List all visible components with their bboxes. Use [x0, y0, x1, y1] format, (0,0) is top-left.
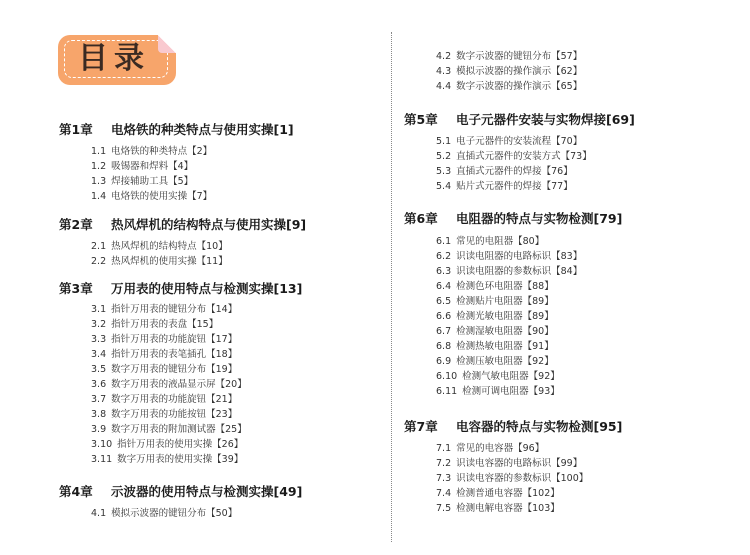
chapter-number: 第4章: [59, 484, 93, 499]
chapter-number: 第6章: [404, 211, 438, 226]
entry-title: 数字万用表的附加测试器【25】: [111, 424, 247, 435]
entry-number: 1.4: [91, 191, 107, 202]
entry-title: 检测电解电容器【103】: [456, 503, 560, 514]
entry-number: 4.1: [91, 508, 107, 519]
entry-number: 6.6: [436, 311, 452, 322]
toc-entry[interactable]: [91, 241, 228, 253]
entry-number: 5.2: [436, 151, 452, 162]
entry-title: 检测气敏电阻器【92】: [462, 371, 560, 382]
chapter-title: 热风焊机的结构特点与使用实操[9]: [111, 217, 307, 232]
entry-number: 6.11: [436, 386, 458, 397]
entry-number: 6.1: [436, 236, 452, 247]
toc-entry[interactable]: [91, 176, 193, 188]
chapter-title: 电容器的特点与实物检测[95]: [456, 419, 623, 434]
chapter-1-heading[interactable]: [59, 120, 294, 138]
entry-number: 3.6: [91, 379, 107, 390]
entry-title: 检测色环电阻器【88】: [456, 281, 554, 292]
entry-title: 数字万用表的功能旋钮【21】: [111, 394, 238, 405]
entry-number: 6.10: [436, 371, 458, 382]
entry-title: 识读电容器的电路标识【99】: [456, 458, 583, 469]
entry-title: 检测湿敏电阻器【90】: [456, 326, 554, 337]
entry-title: 数字万用表的液晶显示屏【20】: [111, 379, 247, 390]
toc-entry[interactable]: [436, 443, 544, 455]
toc-entry[interactable]: [436, 296, 554, 308]
toc-entry[interactable]: [436, 473, 588, 485]
toc-entry[interactable]: [436, 66, 582, 78]
chapter-title: 电烙铁的种类特点与使用实操[1]: [111, 122, 294, 137]
toc-entry[interactable]: [91, 334, 237, 346]
entry-title: 指针万用表的使用实操【26】: [117, 439, 244, 450]
entry-title: 模拟示波器的操作演示【62】: [456, 66, 583, 77]
entry-title: 电烙铁的种类特点【2】: [111, 146, 213, 157]
entry-number: 6.8: [436, 341, 452, 352]
chapter-title: 万用表的使用特点与检测实操[13]: [111, 281, 303, 296]
chapter-7-heading[interactable]: [404, 417, 622, 435]
entry-number: 3.7: [91, 394, 107, 405]
entry-number: 5.1: [436, 136, 452, 147]
entry-number: 7.4: [436, 488, 452, 499]
entry-number: 3.10: [91, 439, 113, 450]
entry-title: 常见的电阻器【80】: [456, 236, 545, 247]
entry-title: 电烙铁的使用实操【7】: [111, 191, 213, 202]
entry-title: 指针万用表的表盘【15】: [111, 319, 219, 330]
entry-number: 2.1: [91, 241, 107, 252]
chapter-number: 第5章: [404, 112, 438, 127]
entry-number: 6.2: [436, 251, 452, 262]
entry-title: 检测光敏电阻器【89】: [456, 311, 554, 322]
toc-entry[interactable]: [91, 161, 193, 173]
toc-entry[interactable]: [436, 386, 560, 398]
entry-title: 模拟示波器的键钮分布【50】: [111, 508, 238, 519]
toc-entry[interactable]: [436, 236, 544, 248]
entry-number: 3.5: [91, 364, 107, 375]
toc-entry[interactable]: [436, 458, 582, 470]
entry-title: 识读电阻器的参数标识【84】: [456, 266, 583, 277]
toc-entry[interactable]: [91, 191, 212, 203]
entry-title: 检测贴片电阻器【89】: [456, 296, 554, 307]
entry-title: 电子元器件的安装流程【70】: [456, 136, 583, 147]
entry-title: 识读电阻器的电路标识【83】: [456, 251, 583, 262]
toc-entry[interactable]: [436, 371, 560, 383]
entry-title: 数字万用表的功能按钮【23】: [111, 409, 238, 420]
toc-entry[interactable]: [91, 364, 237, 376]
entry-number: 7.1: [436, 443, 452, 454]
toc-entry[interactable]: [436, 81, 582, 93]
toc-entry[interactable]: [91, 409, 237, 421]
entry-title: 检测热敏电阻器【91】: [456, 341, 554, 352]
entry-title: 吸锡器和焊料【4】: [111, 161, 194, 172]
entry-title: 指针万用表的键钮分布【14】: [111, 304, 238, 315]
entry-title: 指针万用表的功能旋钮【17】: [111, 334, 238, 345]
chapter-3-heading[interactable]: [59, 279, 302, 297]
entry-title: 数字示波器的键钮分布【57】: [456, 51, 583, 62]
entry-number: 4.4: [436, 81, 452, 92]
entry-title: 直插式元器件的焊接【76】: [456, 166, 573, 177]
entry-title: 热风焊机的使用实操【11】: [111, 256, 228, 267]
toc-entry[interactable]: [436, 281, 554, 293]
entry-number: 1.3: [91, 176, 107, 187]
toc-entry[interactable]: [436, 166, 573, 178]
entry-title: 检测普通电容器【102】: [456, 488, 560, 499]
entry-title: 指针万用表的表笔插孔【18】: [111, 349, 238, 360]
entry-number: 3.1: [91, 304, 107, 315]
toc-entry[interactable]: [91, 319, 218, 331]
toc-entry[interactable]: [436, 151, 592, 163]
entry-number: 6.9: [436, 356, 452, 367]
toc-entry[interactable]: [436, 503, 560, 515]
entry-number: 5.3: [436, 166, 452, 177]
entry-title: 直插式元器件的安装方式【73】: [456, 151, 592, 162]
entry-title: 数字万用表的使用实操【39】: [117, 454, 244, 465]
toc-entry[interactable]: [91, 394, 237, 406]
toc-entry[interactable]: [436, 266, 582, 278]
toc-entry[interactable]: [91, 256, 228, 268]
toc-entry[interactable]: [91, 349, 237, 361]
entry-number: 3.9: [91, 424, 107, 435]
entry-title: 检测压敏电阻器【92】: [456, 356, 554, 367]
entry-number: 1.2: [91, 161, 107, 172]
entry-number: 7.3: [436, 473, 452, 484]
toc-entry[interactable]: [91, 454, 243, 466]
entry-title: 焊接辅助工具【5】: [111, 176, 194, 187]
chapter-4-heading[interactable]: [59, 482, 302, 500]
toc-entry[interactable]: [91, 424, 247, 436]
toc-entry[interactable]: [436, 311, 554, 323]
toc-entry[interactable]: [91, 379, 247, 391]
toc-entry[interactable]: [91, 304, 237, 316]
toc-entry[interactable]: [436, 488, 560, 500]
chapter-6-heading[interactable]: [404, 209, 622, 227]
entry-number: 6.3: [436, 266, 452, 277]
chapter-title: 电阻器的特点与实物检测[79]: [456, 211, 623, 226]
entry-number: 3.11: [91, 454, 113, 465]
entry-number: 7.2: [436, 458, 452, 469]
entry-number: 1.1: [91, 146, 107, 157]
chapter-title: 电子元器件安装与实物焊接[69]: [456, 112, 635, 127]
entry-number: 2.2: [91, 256, 107, 267]
toc-entry[interactable]: [436, 326, 554, 338]
toc-entry[interactable]: [436, 251, 582, 263]
toc-entry[interactable]: [436, 136, 582, 148]
entry-number: 6.7: [436, 326, 452, 337]
entry-number: 3.8: [91, 409, 107, 420]
entry-number: 5.4: [436, 181, 452, 192]
entry-number: 6.4: [436, 281, 452, 292]
entry-title: 常见的电容器【96】: [456, 443, 545, 454]
toc-entry[interactable]: [436, 356, 554, 368]
entry-title: 贴片式元器件的焊接【77】: [456, 181, 573, 192]
entry-number: 3.3: [91, 334, 107, 345]
entry-number: 3.2: [91, 319, 107, 330]
toc-entry[interactable]: [91, 146, 212, 158]
toc-entry[interactable]: [436, 51, 582, 63]
entry-number: 4.2: [436, 51, 452, 62]
toc-entry[interactable]: [91, 439, 243, 451]
entry-title: 热风焊机的结构特点【10】: [111, 241, 228, 252]
column-divider: [391, 32, 392, 542]
chapter-number: 第3章: [59, 281, 93, 296]
entry-number: 3.4: [91, 349, 107, 360]
entry-title: 数字万用表的键钮分布【19】: [111, 364, 238, 375]
toc-entry[interactable]: [436, 341, 554, 353]
entry-number: 4.3: [436, 66, 452, 77]
chapter-number: 第2章: [59, 217, 93, 232]
chapter-title: 示波器的使用特点与检测实操[49]: [111, 484, 303, 499]
entry-title: 数字示波器的操作演示【65】: [456, 81, 583, 92]
entry-number: 7.5: [436, 503, 452, 514]
entry-title: 检测可调电阻器【93】: [462, 386, 560, 397]
entry-title: 识读电容器的参数标识【100】: [456, 473, 589, 484]
chapter-number: 第1章: [59, 122, 93, 137]
toc-entry[interactable]: [91, 508, 237, 520]
chapter-2-heading[interactable]: [59, 215, 306, 233]
chapter-number: 第7章: [404, 419, 438, 434]
entry-number: 6.5: [436, 296, 452, 307]
toc-title-badge: [58, 35, 176, 85]
chapter-5-heading[interactable]: [404, 110, 635, 128]
page-title: 目录: [78, 41, 150, 76]
toc-entry[interactable]: [436, 181, 573, 193]
